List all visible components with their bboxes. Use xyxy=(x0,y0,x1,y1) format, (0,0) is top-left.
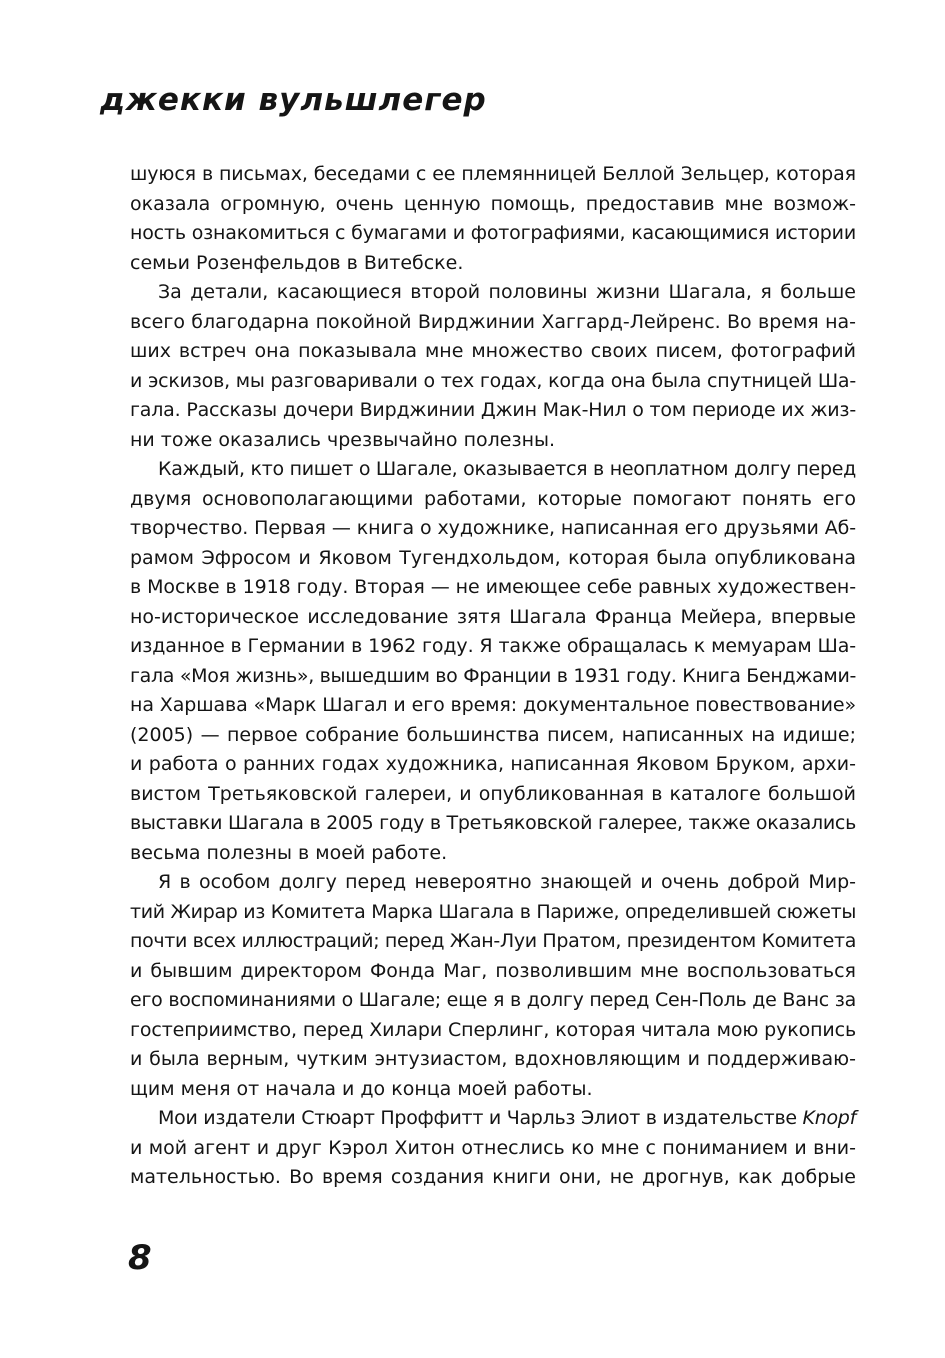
text-line xyxy=(130,1104,856,1134)
text-line: Я в особом долгу перед невероятно знающей и очень доброй Мир- xyxy=(158,871,856,893)
text-line: тий Жирар из Комитета Марка Шагала в Париже, определившей сюжеты xyxy=(130,900,857,923)
text-line: и была верным, чутким энтузиастом, вдохновляющим и поддерживаю- xyxy=(130,1048,856,1070)
text-line: гостеприимство, перед Хилари Сперлинг, которая читала мою рукопись xyxy=(130,1018,857,1041)
paragraph xyxy=(130,278,856,455)
text-line: его воспоминаниями о Шагале; еще я в долгу перед Сен-Поль де Ванс за xyxy=(130,989,857,1011)
text-line: и работа о ранних годах художника, написанная Яковом Бруком, архи- xyxy=(130,753,856,775)
body-text xyxy=(130,160,856,1193)
text-line: гала. Рассказы дочери Вирджинии Джин Мак-Нил о том периоде их жиз- xyxy=(130,399,856,421)
running-head: джекки вульшлегер xyxy=(100,82,487,118)
text-line: и мой агент и друг Кэрол Хитон отнеслись ко мне с пониманием и вни- xyxy=(130,1136,856,1159)
text-line: двумя основополагающими работами, которые помогают понять его xyxy=(130,487,856,510)
text-line: всего благодарна покойной Вирджинии Хаггард-Лейренс. Во время на- xyxy=(130,310,856,333)
page-number: 8 xyxy=(128,1238,152,1278)
text-line: но-историческое исследование зятя Шагала Франца Мейера, впервые xyxy=(130,605,856,628)
text-line: выставки Шагала в 2005 году в Третьяковской галерее, также оказались xyxy=(130,812,857,834)
text-line: изданное в Германии в 1962 году. Я также обращалась к мемуарам Ша- xyxy=(130,635,857,657)
paragraph xyxy=(130,455,856,868)
text-line: ших встреч она показывала мне множество своих писем, фотографий xyxy=(130,340,856,362)
text-line: и эскизов, мы разговаривали о тех годах, когда она была спутницей Ша- xyxy=(130,369,856,392)
text-line: Каждый, кто пишет о Шагале, оказывается в неоплатном долгу перед xyxy=(158,458,856,480)
text-line: (2005) — первое собрание большинства писем, написанных на идише; xyxy=(130,723,856,746)
text-line: почти всех иллюстраций; перед Жан-Луи Пратом, президентом Комитета xyxy=(130,930,857,952)
text-line: оказала огромную, очень ценную помощь, предоставив мне возмож- xyxy=(130,192,856,215)
text-line: шуюся в письмах, беседами с ее племянницей Беллой Зельцер, которая xyxy=(130,163,856,185)
text-line: ность ознакомиться с бумагами и фотографиями, касающимися истории xyxy=(130,222,857,244)
text-line: рамом Эфросом и Яковом Тугендхольдом, которая была опубликована xyxy=(130,546,856,569)
paragraph xyxy=(130,160,856,278)
publisher-name-italic: Knopf xyxy=(802,1107,856,1129)
text-line: творчество. Первая — книга о художнике, написанная его друзьями Аб- xyxy=(130,517,857,539)
text-run: Мои издатели Стюарт Проффитт и Чарльз Элиот в издательстве xyxy=(158,1107,803,1129)
paragraph xyxy=(130,868,856,1104)
text-line: в Москве в 1918 году. Вторая — не имеющее себе равных художествен- xyxy=(130,576,857,598)
paragraph xyxy=(130,1104,856,1193)
text-line: семьи Розенфельдов в Витебске. xyxy=(130,251,464,274)
text-line: и бывшим директором Фонда Маг, позволившим мне воспользоваться xyxy=(130,959,856,982)
text-line: гала «Моя жизнь», вышедшим во Франции в 1931 году. Книга Бенджами- xyxy=(130,664,857,687)
text-line: ни тоже оказались чрезвычайно полезны. xyxy=(130,428,556,451)
text-line: на Харшава «Марк Шагал и его время: документальное повествование» xyxy=(130,694,857,716)
text-line: вистом Третьяковской галереи, и опубликованная в каталоге большой xyxy=(130,782,856,805)
text-line: мательностью. Во время создания книги они, не дрогнув, как добрые xyxy=(130,1166,856,1188)
text-line: За детали, касающиеся второй половины жизни Шагала, я больше xyxy=(158,281,856,303)
text-line: щим меня от начала и до конца моей работы. xyxy=(130,1077,593,1100)
text-line: весьма полезны в моей работе. xyxy=(130,841,448,864)
